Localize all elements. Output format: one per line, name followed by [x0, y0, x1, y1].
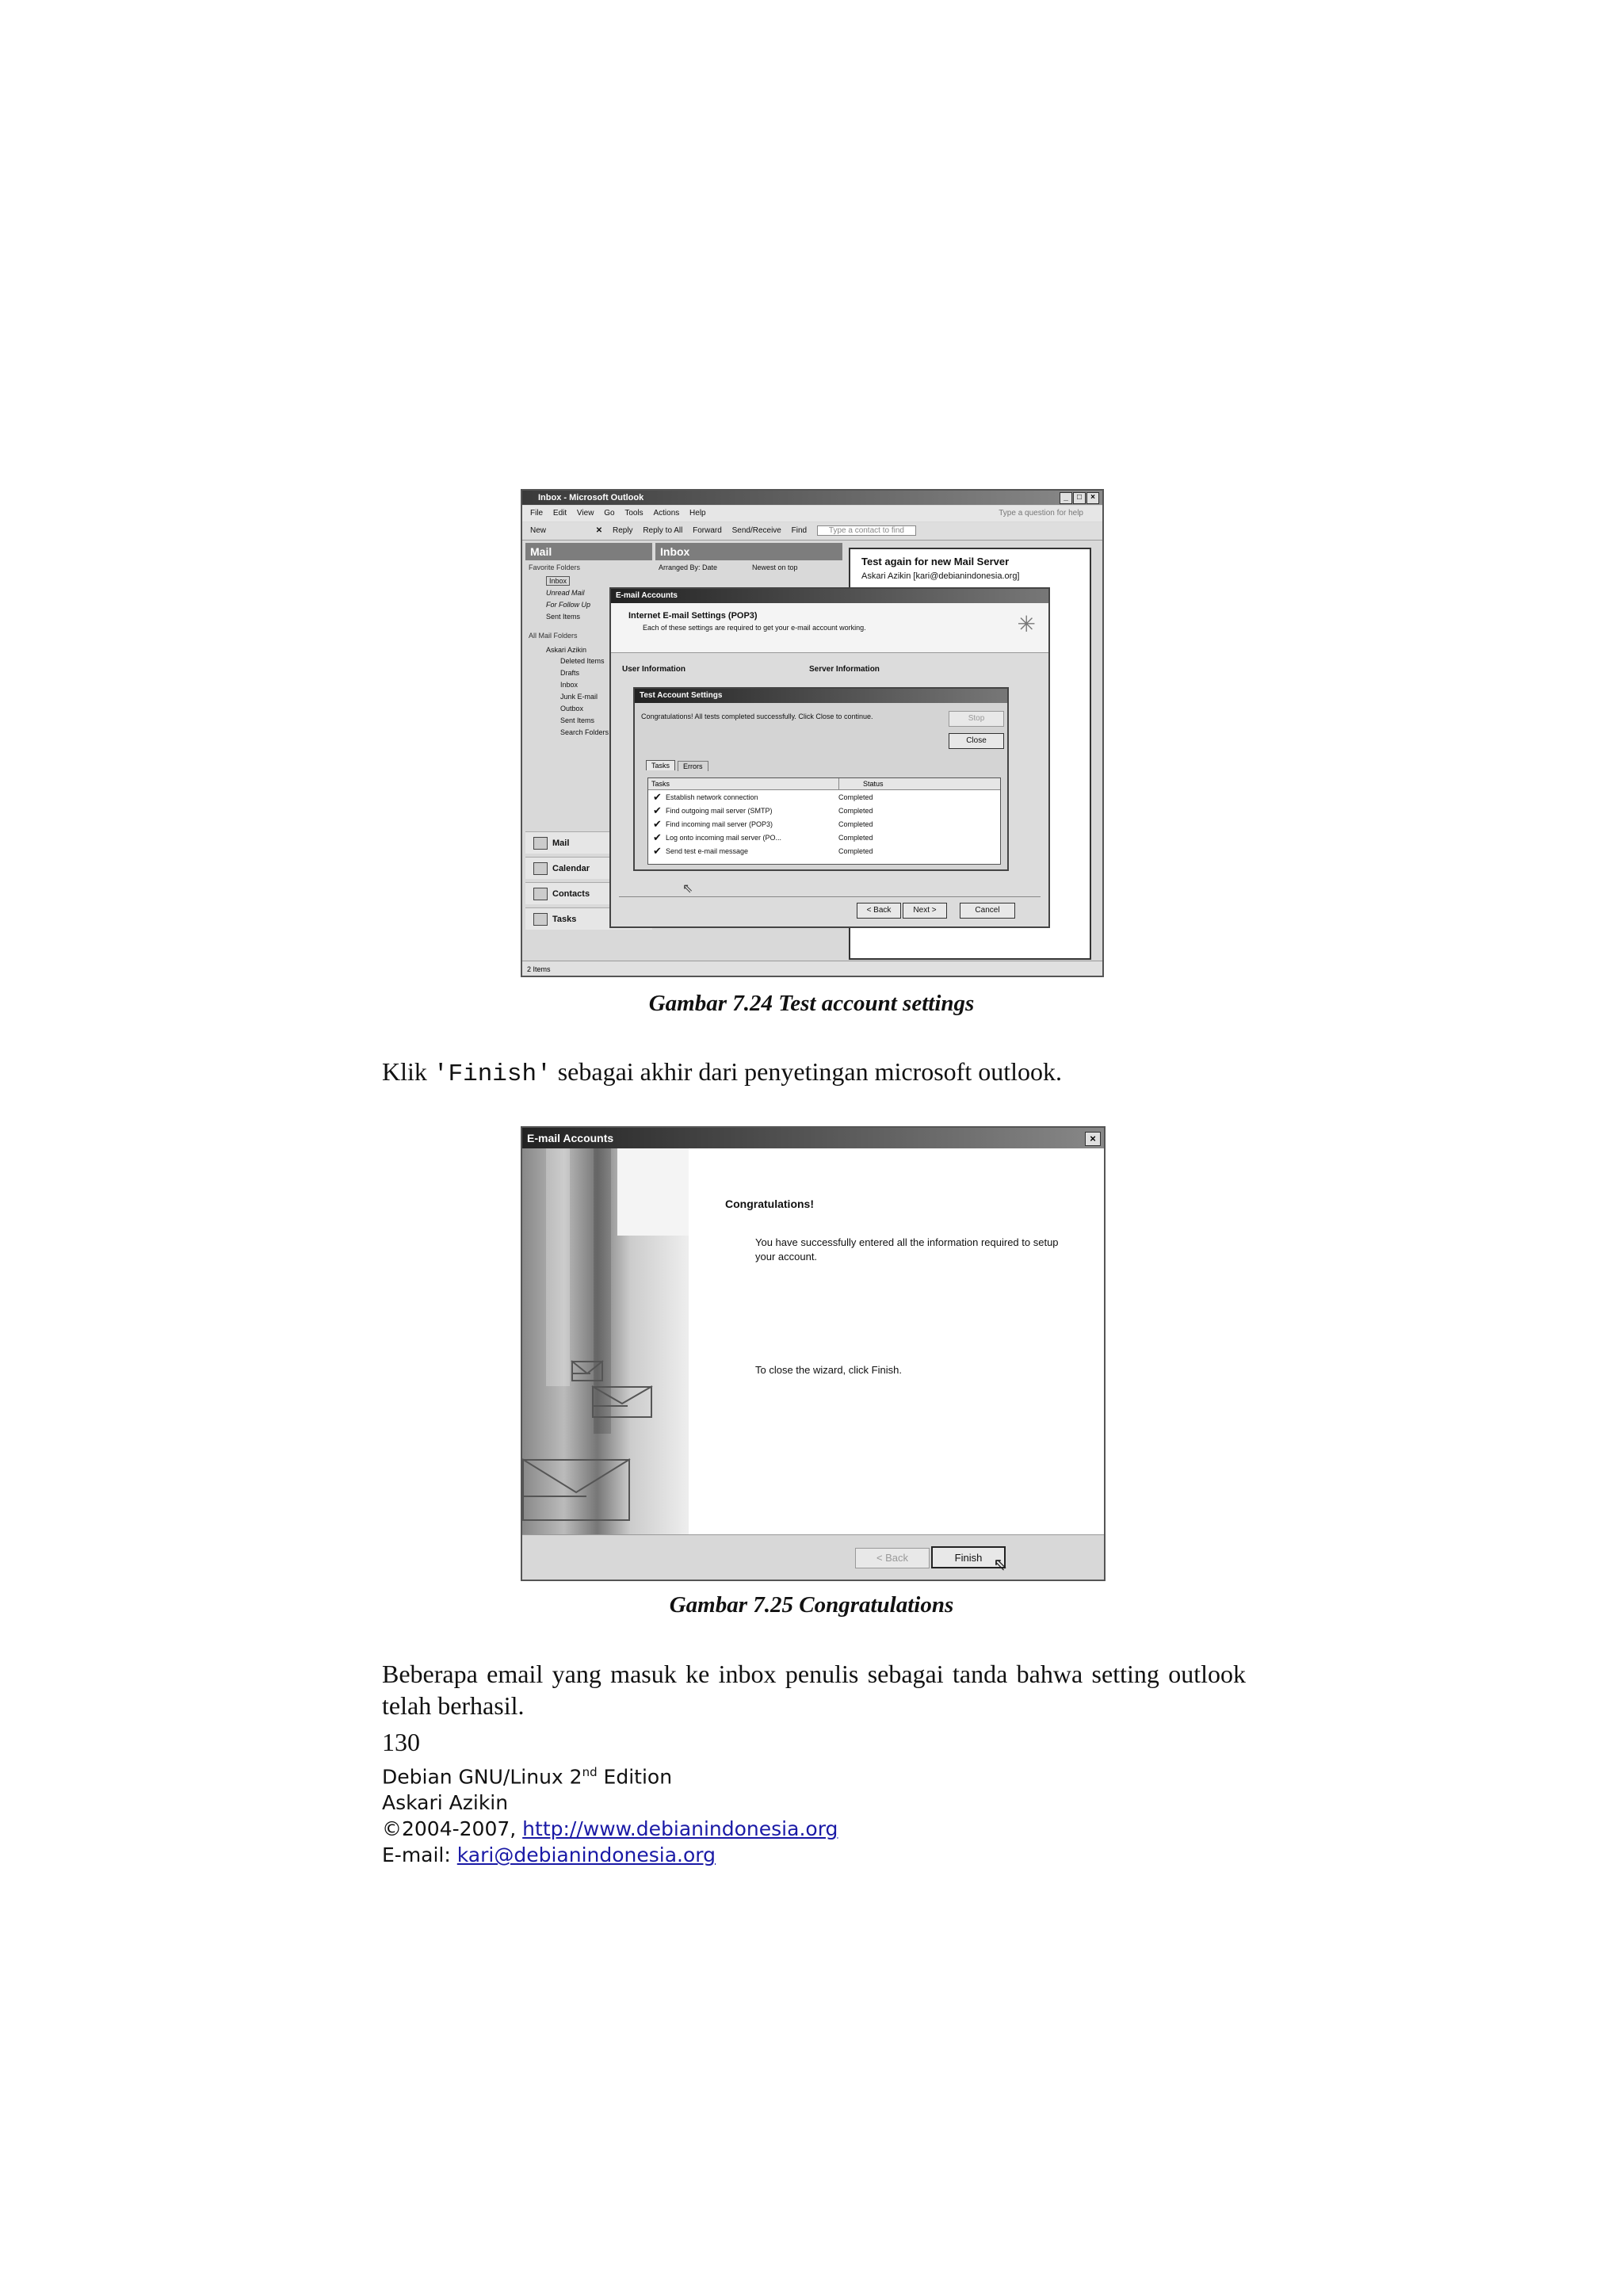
- tasks-icon: [533, 913, 548, 926]
- table-row: [648, 845, 1000, 858]
- toolbar: [522, 522, 1102, 541]
- menu-actions[interactable]: Actions: [653, 509, 680, 518]
- mouse-pointer-icon: ⇖: [682, 882, 693, 896]
- col-status[interactable]: Status: [838, 778, 911, 789]
- para-text-after: sebagai akhir dari penyetingan microsoft outlook.: [551, 1057, 1062, 1086]
- email-link[interactable]: kari@debianindonesia.org: [456, 1843, 716, 1867]
- nav-tasks-label: Tasks: [552, 915, 577, 924]
- task-name: Establish network connection: [666, 793, 758, 801]
- menu-bar: [522, 506, 1102, 521]
- test-account-dialog: [633, 687, 1009, 871]
- menu-go[interactable]: Go: [604, 509, 615, 518]
- finish-code: 'Finish': [433, 1060, 552, 1088]
- send-receive-button[interactable]: Send/Receive: [731, 526, 781, 535]
- book-title: Debian GNU/Linux 2: [382, 1765, 582, 1789]
- menu-tools[interactable]: Tools: [624, 509, 643, 518]
- new-button[interactable]: New: [530, 526, 547, 535]
- task-status: Completed: [838, 847, 873, 855]
- status-bar: [522, 961, 1102, 976]
- wizard-cursor-icon: ✳: [1017, 612, 1036, 636]
- close-button[interactable]: ×: [1086, 492, 1099, 504]
- test-message: Congratulations! All tests completed successfully. Click Close to continue.: [641, 712, 873, 720]
- table-header: [648, 778, 1000, 790]
- server-info-label: Server Information: [809, 665, 880, 674]
- task-name: Send test e-mail message: [666, 847, 749, 855]
- maximize-button[interactable]: □: [1073, 492, 1086, 504]
- email-accounts-title: E-mail Accounts: [611, 589, 1048, 603]
- nav-mail-label: Mail: [552, 839, 570, 848]
- menu-help[interactable]: Help: [689, 509, 706, 518]
- congratulations-screenshot: [521, 1126, 1106, 1581]
- test-close-button[interactable]: Close: [949, 733, 1004, 749]
- user-info-label: User Information: [622, 665, 686, 674]
- task-status: Completed: [838, 834, 873, 842]
- outlook-titlebar: [522, 491, 1102, 505]
- tree-search[interactable]: Search Folders: [560, 728, 609, 736]
- nav-contacts-label: Contacts: [552, 889, 590, 899]
- tree-junk[interactable]: Junk E-mail: [560, 693, 598, 701]
- footer-email: [382, 1842, 1254, 1868]
- finish-button[interactable]: Finish: [931, 1546, 1006, 1568]
- dialog-header-area: [611, 603, 1048, 653]
- folder-unread[interactable]: Unread Mail: [546, 589, 585, 597]
- folder-follow-up[interactable]: For Follow Up: [546, 601, 591, 609]
- check-icon: ✔: [653, 831, 662, 843]
- footer-book-title: [382, 1759, 1254, 1790]
- wizard-close-button[interactable]: ×: [1085, 1132, 1101, 1146]
- nav-calendar-label: Calendar: [552, 864, 590, 873]
- wizard-back-button[interactable]: < Back: [855, 1548, 930, 1568]
- arranged-by[interactable]: Arranged By: Date: [659, 563, 718, 571]
- folder-sent[interactable]: Sent Items: [546, 613, 581, 621]
- dialog-divider: [619, 896, 1041, 897]
- stop-button[interactable]: Stop: [949, 711, 1004, 727]
- copyright-text: ©2004-2007,: [382, 1817, 523, 1841]
- check-icon: ✔: [653, 804, 662, 816]
- tree-root[interactable]: Askari Azikin: [546, 646, 587, 654]
- envelope-flap-lines: [522, 1148, 689, 1537]
- cancel-button[interactable]: Cancel: [960, 903, 1015, 919]
- para-text-before: Klik: [382, 1057, 433, 1086]
- test-dialog-title: Test Account Settings: [635, 689, 1007, 703]
- task-status: Completed: [838, 807, 873, 815]
- footer-block: [382, 1759, 1254, 1868]
- menu-file[interactable]: File: [530, 509, 544, 518]
- mail-pane-header: Mail: [525, 543, 652, 560]
- status-items: 2 Items: [527, 965, 551, 973]
- tab-errors[interactable]: Errors: [678, 761, 708, 771]
- dialog-subheading: Each of these settings are required to get your e-mail account working.: [643, 624, 866, 632]
- forward-button[interactable]: Forward: [693, 526, 722, 535]
- email-label: E-mail:: [382, 1843, 457, 1867]
- next-button[interactable]: Next >: [903, 903, 947, 919]
- wizard-heading: Congratulations!: [725, 1198, 814, 1210]
- dialog-heading: Internet E-mail Settings (POP3): [628, 611, 758, 621]
- tree-outbox[interactable]: Outbox: [560, 705, 584, 712]
- message-from: Askari Azikin [kari@debianindonesia.org]: [861, 571, 1020, 581]
- paragraph-finish: [382, 1056, 1246, 1091]
- help-search[interactable]: Type a question for help: [999, 509, 1083, 518]
- table-row: [648, 804, 1000, 817]
- message-subject: Test again for new Mail Server: [861, 556, 1010, 567]
- wizard-side-graphic: [522, 1148, 689, 1537]
- book-sup: nd: [582, 1765, 598, 1779]
- minimize-button[interactable]: _: [1060, 492, 1072, 504]
- window-title: Inbox - Microsoft Outlook: [538, 493, 644, 502]
- table-row: [648, 831, 1000, 844]
- figure-caption-725: Gambar 7.25 Congratulations: [669, 1592, 954, 1618]
- menu-edit[interactable]: Edit: [552, 509, 567, 518]
- folder-inbox[interactable]: Inbox: [546, 576, 570, 586]
- wizard-close-text: To close the wizard, click Finish.: [755, 1364, 902, 1376]
- task-status: Completed: [838, 793, 873, 801]
- calendar-icon: [533, 862, 548, 875]
- find-button[interactable]: Find: [791, 526, 808, 535]
- tree-deleted[interactable]: Deleted Items: [560, 657, 605, 665]
- contacts-icon: [533, 888, 548, 900]
- tree-sent[interactable]: Sent Items: [560, 716, 595, 724]
- check-icon: ✔: [653, 818, 662, 830]
- reply-all-button[interactable]: Reply to All: [643, 526, 683, 535]
- paragraph-inbox: Beberapa email yang masuk ke inbox penulis sebagai tanda bahwa setting outlook telah berhasil.: [382, 1660, 1246, 1720]
- table-row: [648, 818, 1000, 831]
- delete-icon[interactable]: ✕: [595, 526, 603, 535]
- page-number: 130: [382, 1728, 420, 1756]
- reply-button[interactable]: Reply: [612, 526, 633, 535]
- figure-caption-724: Gambar 7.24 Test account settings: [648, 991, 975, 1016]
- website-link[interactable]: http://www.debianindonesia.org: [522, 1817, 838, 1841]
- wizard-success-text: You have successfully entered all the information required to setup your account.: [755, 1236, 1059, 1263]
- wizard-titlebar: E-mail Accounts: [522, 1128, 1104, 1148]
- menu-view[interactable]: View: [576, 509, 594, 518]
- tree-inbox[interactable]: Inbox: [560, 681, 579, 689]
- mouse-pointer-icon: ⇖: [993, 1554, 1008, 1574]
- task-table: [647, 777, 1001, 865]
- check-icon: ✔: [653, 845, 662, 857]
- all-folders-label: All Mail Folders: [529, 632, 578, 640]
- task-name: Log onto incoming mail server (PO...: [666, 834, 782, 842]
- task-name: Find incoming mail server (POP3): [666, 820, 773, 828]
- outlook-screenshot: [521, 489, 1104, 977]
- mail-icon: [533, 837, 548, 850]
- table-row: [648, 791, 1000, 804]
- book-edition: Edition: [597, 1765, 673, 1789]
- wizard-button-bar: [522, 1534, 1104, 1580]
- tab-tasks[interactable]: Tasks: [646, 760, 675, 770]
- back-button[interactable]: < Back: [857, 903, 901, 919]
- col-tasks[interactable]: Tasks: [651, 780, 670, 788]
- task-status: Completed: [838, 820, 873, 828]
- task-name: Find outgoing mail server (SMTP): [666, 807, 773, 815]
- newest-on-top[interactable]: Newest on top: [752, 563, 798, 571]
- favorite-folders-label: Favorite Folders: [529, 563, 581, 571]
- contact-search[interactable]: Type a contact to find: [817, 525, 916, 536]
- inbox-header: Inbox: [655, 543, 842, 560]
- footer-author: Askari Azikin: [382, 1791, 509, 1815]
- tree-drafts[interactable]: Drafts: [560, 669, 580, 677]
- check-icon: ✔: [653, 791, 662, 803]
- footer-copyright: [382, 1816, 1254, 1842]
